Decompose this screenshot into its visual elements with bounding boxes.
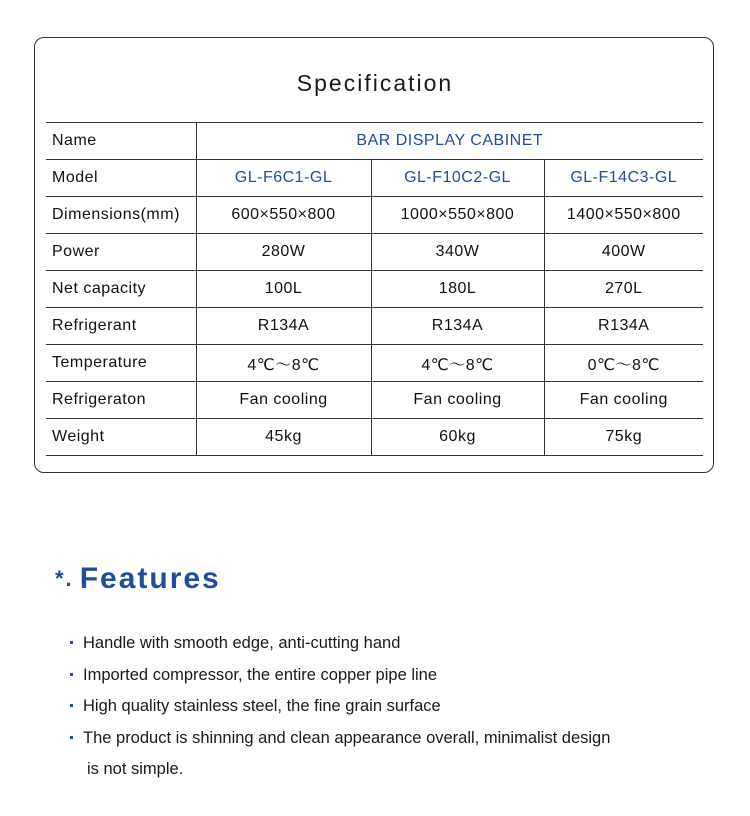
list-item bbox=[70, 628, 710, 660]
feature-text: High quality stainless steel, the fine grain surface bbox=[83, 697, 441, 715]
bullet-icon bbox=[70, 641, 73, 644]
list-item bbox=[70, 691, 710, 723]
weight-cell: 45kg bbox=[196, 419, 371, 456]
bullet-icon bbox=[70, 736, 73, 739]
features-list bbox=[70, 628, 710, 786]
refrigeraton-cell: Fan cooling bbox=[544, 382, 703, 419]
features-marker: *. bbox=[55, 566, 74, 591]
refrigeraton-cell: Fan cooling bbox=[371, 382, 544, 419]
power-cell: 400W bbox=[544, 234, 703, 271]
table-row-weight bbox=[46, 419, 703, 456]
net-capacity-cell: 180L bbox=[371, 271, 544, 308]
row-label-refrigeraton: Refrigeraton bbox=[46, 382, 196, 419]
refrigerant-cell: R134A bbox=[544, 308, 703, 345]
power-cell: 340W bbox=[371, 234, 544, 271]
weight-cell: 75kg bbox=[544, 419, 703, 456]
temperature-cell: 0℃～8℃ bbox=[544, 345, 703, 382]
net-capacity-cell: 100L bbox=[196, 271, 371, 308]
table-row-temperature bbox=[46, 345, 703, 382]
row-label-name: Name bbox=[46, 123, 196, 160]
refrigeraton-cell: Fan cooling bbox=[196, 382, 371, 419]
model-cell: GL-F10C2-GL bbox=[371, 160, 544, 197]
row-label-model: Model bbox=[46, 160, 196, 197]
dimensions-cell: 1000×550×800 bbox=[371, 197, 544, 234]
refrigerant-cell: R134A bbox=[196, 308, 371, 345]
features-heading bbox=[55, 562, 221, 596]
row-label-dimensions: Dimensions(mm) bbox=[46, 197, 196, 234]
power-cell: 280W bbox=[196, 234, 371, 271]
bullet-icon bbox=[70, 673, 73, 676]
table-row-net-capacity bbox=[46, 271, 703, 308]
dimensions-cell: 600×550×800 bbox=[196, 197, 371, 234]
temperature-cell: 4℃～8℃ bbox=[371, 345, 544, 382]
feature-text: The product is shinning and clean appearance overall, minimalist design bbox=[83, 728, 611, 747]
table-row-dimensions bbox=[46, 197, 703, 234]
features-title: Features bbox=[79, 562, 221, 595]
refrigerant-cell: R134A bbox=[371, 308, 544, 345]
table-row-power bbox=[46, 234, 703, 271]
weight-cell: 60kg bbox=[371, 419, 544, 456]
feature-text: Handle with smooth edge, anti-cutting hand bbox=[83, 634, 401, 652]
table-row-refrigeraton bbox=[46, 382, 703, 419]
dimensions-cell: 1400×550×800 bbox=[544, 197, 703, 234]
temperature-cell: 4℃～8℃ bbox=[196, 345, 371, 382]
row-label-net-capacity: Net capacity bbox=[46, 271, 196, 308]
feature-text-continuation: is not simple. bbox=[87, 760, 184, 778]
model-cell: GL-F6C1-GL bbox=[196, 160, 371, 197]
row-label-power: Power bbox=[46, 234, 196, 271]
row-label-refrigerant: Refrigerant bbox=[46, 308, 196, 345]
list-item bbox=[70, 723, 710, 786]
product-name-value: BAR DISPLAY CABINET bbox=[196, 123, 703, 160]
row-label-temperature: Temperature bbox=[46, 345, 196, 382]
bullet-icon bbox=[70, 704, 73, 707]
model-cell: GL-F14C3-GL bbox=[544, 160, 703, 197]
specification-title: Specification bbox=[296, 70, 454, 96]
feature-text: Imported compressor, the entire copper pipe line bbox=[83, 665, 438, 684]
table-row-model bbox=[46, 160, 703, 197]
specification-table bbox=[46, 122, 703, 456]
row-label-weight: Weight bbox=[46, 419, 196, 456]
net-capacity-cell: 270L bbox=[544, 271, 703, 308]
list-item bbox=[70, 660, 710, 692]
table-row-name bbox=[46, 123, 703, 160]
table-row-refrigerant bbox=[46, 308, 703, 345]
